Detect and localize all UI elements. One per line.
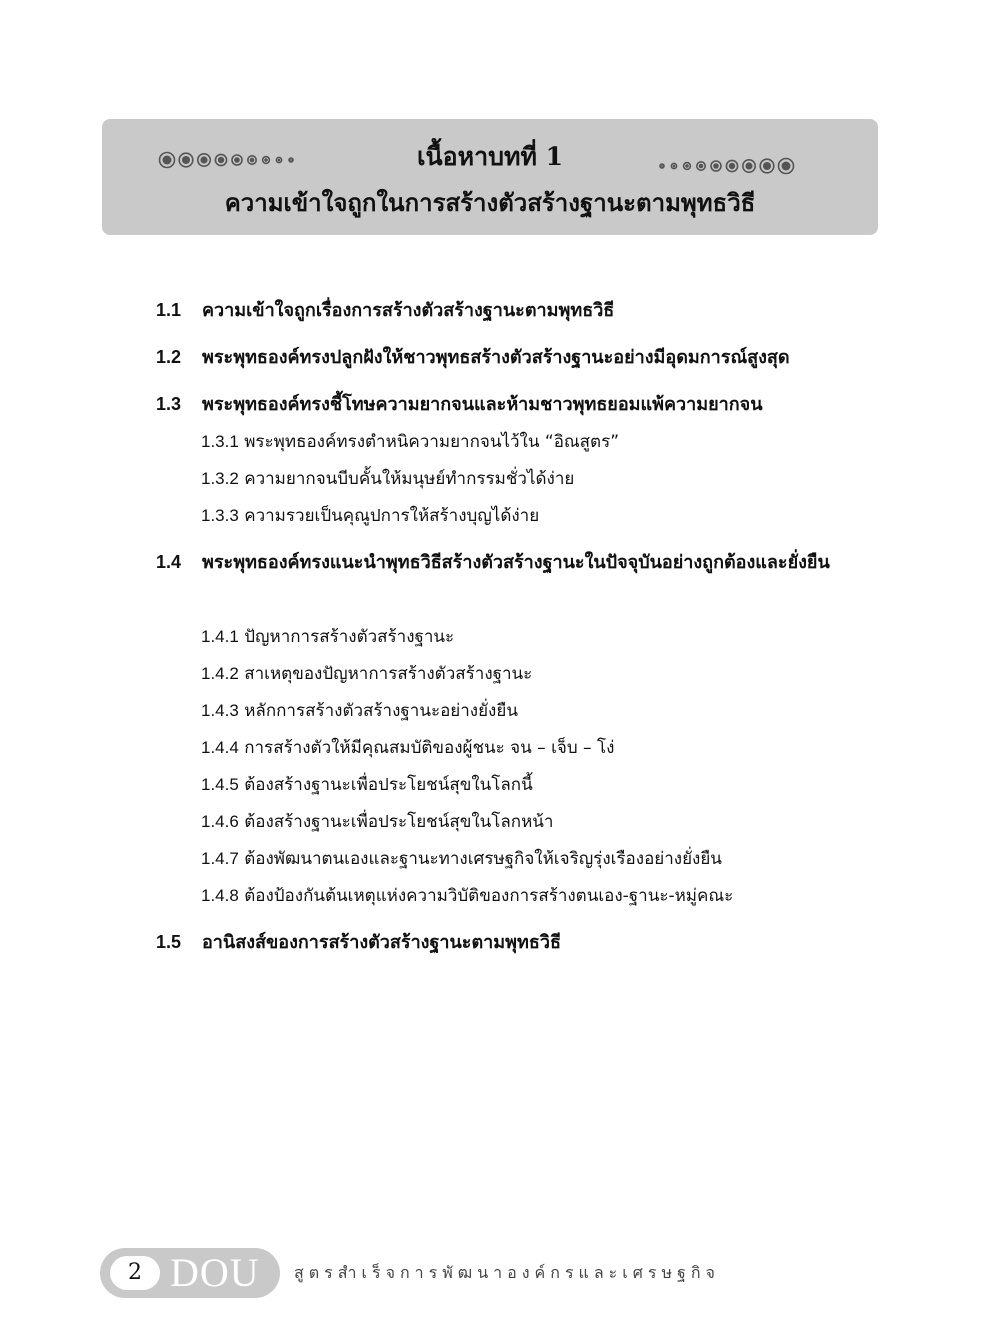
section-title: พระพุทธองค์ทรงปลูกฝังให้ชาวพุทธสร้างตัวสร้างฐานะอย่างมีอุดมการณ์สูงสุด [202, 347, 790, 368]
subsection-title: การสร้างตัวให้มีคุณสมบัติของผู้ชนะ จน – เจ็บ – โง่ [244, 738, 615, 758]
subsection-number: 1.4.6 [201, 812, 239, 831]
subsection-number: 1.4.8 [201, 886, 239, 905]
section-title: พระพุทธองค์ทรงชี้โทษความยากจนและห้ามชาวพุทธยอมแพ้ความยากจน [202, 394, 763, 415]
toc-subsection-1-4-2 [201, 655, 891, 693]
subsection-number: 1.3.3 [201, 506, 239, 525]
toc-subsection-1-4-8 [201, 877, 891, 915]
subsection-number: 1.4.3 [201, 701, 239, 720]
chapter-subtitle: ความเข้าใจถูกในการสร้างตัวสร้างฐานะตามพุทธวิธี [224, 188, 756, 217]
section-number: 1.5 [156, 932, 182, 952]
subsection-title: ความยากจนบีบคั้นให้มนุษย์ทำกรรมชั่วได้ง่าย [244, 469, 575, 489]
subsection-number: 1.3.2 [201, 469, 239, 488]
section-title: อานิสงส์ของการสร้างตัวสร้างฐานะตามพุทธวิธี [202, 932, 561, 953]
toc-subsection-1-3-2 [201, 460, 891, 498]
footer-badge [100, 1248, 280, 1298]
subsection-title: ต้องพัฒนาตนเองและฐานะทางเศรษฐกิจให้เจริญรุ่งเรืองอย่างยั่งยืน [244, 849, 722, 869]
subsection-title: ต้องป้องกันต้นเหตุแห่งความวิบัติของการสร้างตนเอง-ฐานะ-หมู่คณะ [244, 886, 734, 906]
subsection-title: หลักการสร้างตัวสร้างฐานะอย่างยั่งยืน [244, 701, 518, 721]
toc-subsection-1-4-7 [201, 840, 891, 878]
subsection-number: 1.4.5 [201, 775, 239, 794]
toc-subsection-1-4-4 [201, 729, 891, 767]
section-title: พระพุทธองค์ทรงแนะนำพุทธวิธีสร้างตัวสร้างฐานะในปัจจุบันอย่างถูกต้องและยั่งยืน [202, 552, 830, 573]
section-number: 1.3 [156, 394, 182, 414]
decorative-dots-right-icon [653, 155, 803, 177]
chapter-banner [102, 119, 878, 235]
section-number: 1.1 [156, 300, 182, 320]
subsection-title: ความรวยเป็นคุณูปการให้สร้างบุญได้ง่าย [244, 506, 540, 526]
page-number: 2 [110, 1256, 160, 1290]
toc-subsection-1-4-5 [201, 766, 891, 804]
toc-subsection-1-4-3 [201, 692, 891, 730]
toc-subsection-1-4-1 [201, 618, 891, 656]
footer-course-title: สูตรสำเร็จการพัฒนาองค์กรและเศรษฐกิจ [294, 1263, 720, 1282]
toc-subsection-1-4-6 [201, 803, 891, 841]
subsection-number: 1.4.1 [201, 627, 239, 646]
toc-subsection-1-3-3 [201, 497, 891, 535]
chapter-title: เนื้อหาบทที่ 1 [416, 142, 564, 171]
subsection-number: 1.4.4 [201, 738, 239, 757]
subsection-title: สาเหตุของปัญหาการสร้างตัวสร้างฐานะ [244, 664, 533, 684]
subsection-title: ต้องสร้างฐานะเพื่อประโยชน์สุขในโลกหน้า [244, 812, 554, 832]
toc-subsection-1-3-1 [201, 423, 891, 461]
subsection-number: 1.4.2 [201, 664, 239, 683]
subsection-title: ปัญหาการสร้างตัวสร้างฐานะ [244, 627, 455, 647]
subsection-title: พระพุทธองค์ทรงตำหนิความยากจนไว้ใน “อิณสูตร” [244, 432, 620, 452]
dou-logo: DOU [170, 1250, 260, 1295]
section-title: ความเข้าใจถูกเรื่องการสร้างตัวสร้างฐานะตามพุทธวิธี [202, 300, 615, 321]
section-number: 1.2 [156, 347, 182, 367]
subsection-title: ต้องสร้างฐานะเพื่อประโยชน์สุขในโลกนี้ [244, 775, 533, 795]
subsection-number: 1.4.7 [201, 849, 239, 868]
section-number: 1.4 [156, 552, 182, 572]
subsection-number: 1.3.1 [201, 432, 239, 451]
